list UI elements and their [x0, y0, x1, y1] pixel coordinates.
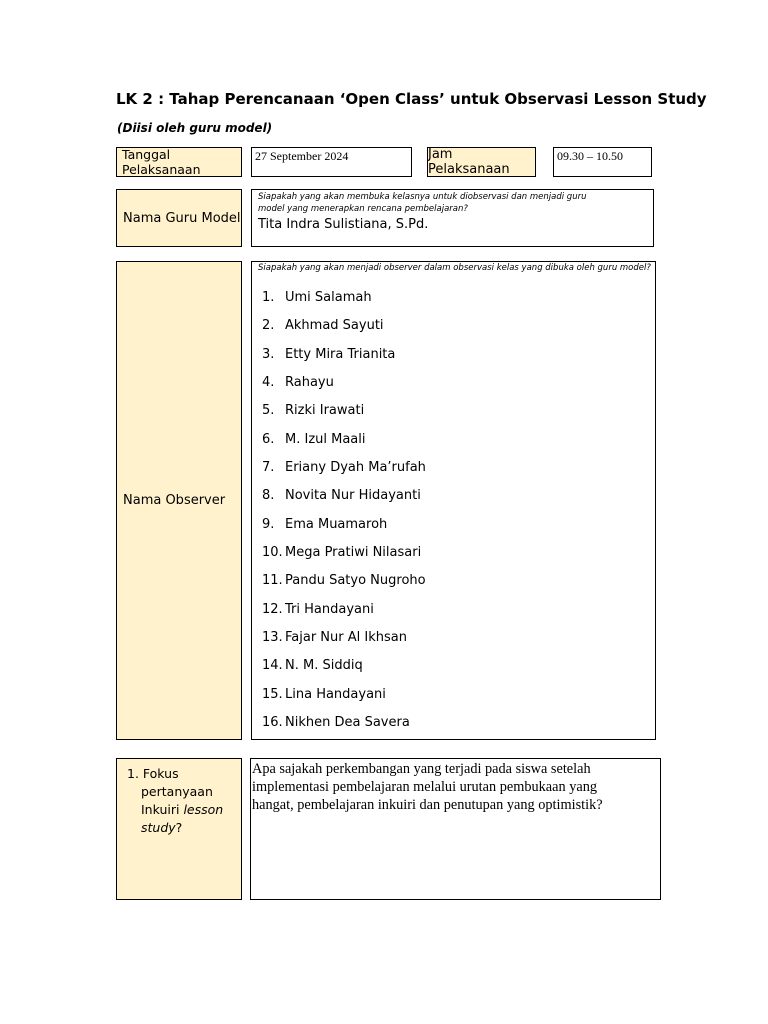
observer-hint: Siapakah yang akan menjadi observer dalam observasi kelas yang dibuka oleh guru model? [258, 263, 651, 273]
jam-field[interactable] [553, 147, 652, 177]
observer-item-number: 10. [262, 545, 283, 561]
observer-label-text: Nama Observer [123, 493, 226, 508]
observer-item-name: M. Izul Maali [285, 431, 366, 447]
fokus-label [116, 758, 242, 900]
guru-model-hint-line2: model yang menerapkan rencana pembelajaran? [258, 204, 468, 214]
guru-model-value: Tita Indra Sulistiana, S.Pd. [258, 217, 429, 232]
observer-item-name: Mega Pratiwi Nilasari [285, 545, 422, 561]
tanggal-label-text: Tanggal Pelaksanaan [122, 147, 201, 177]
observer-item [262, 284, 426, 312]
guru-model-label [116, 189, 242, 247]
observer-item-name: Rahayu [285, 375, 334, 391]
observer-item-name: Rizki Irawati [285, 403, 365, 419]
observer-item-number: 9. [262, 516, 275, 532]
jam-label [427, 147, 536, 177]
fokus-value [252, 760, 603, 814]
observer-item-number: 8. [262, 488, 275, 504]
observer-item [262, 567, 426, 595]
fokus-label-line1: 1. Fokus [127, 766, 179, 781]
observer-item-name: N. M. Siddiq [285, 658, 363, 674]
observer-item-number: 3. [262, 346, 275, 362]
document-title: LK 2 : Tahap Perencanaan ‘Open Class’ untuk Observasi Lesson Study [116, 90, 707, 108]
observer-item [262, 511, 426, 539]
observer-item-name: Pandu Satyo Nugroho [285, 573, 426, 589]
tanggal-label [116, 147, 242, 177]
guru-model-field[interactable] [251, 189, 654, 247]
observer-label [116, 261, 242, 740]
observer-item [262, 482, 426, 510]
fokus-label-line3-b: lesson [183, 802, 224, 817]
observer-item-name: Fajar Nur Al Ikhsan [285, 630, 407, 646]
fokus-value-line3: hangat, pembelajaran inkuiri dan penutupan yang optimistik? [252, 797, 603, 813]
observer-item [262, 426, 426, 454]
fokus-field[interactable] [250, 758, 661, 900]
fokus-label-line4-a: study [141, 820, 176, 835]
guru-model-hint [258, 191, 586, 215]
observer-item [262, 652, 426, 680]
observer-item-name: Tri Handayani [285, 601, 374, 617]
observer-item [262, 312, 426, 340]
observer-item [262, 397, 426, 425]
fokus-label-line4-b: ? [175, 820, 183, 835]
fokus-label-line3-a: Inkuiri [141, 802, 184, 817]
guru-model-hint-line1: Siapakah yang akan membuka kelasnya untuk diobservasi dan menjadi guru [258, 192, 587, 202]
observer-item [262, 539, 426, 567]
observer-item-name: Novita Nur Hidayanti [285, 488, 421, 504]
tanggal-value: 27 September 2024 [255, 149, 349, 163]
observer-item-name: Akhmad Sayuti [285, 318, 384, 334]
observer-item-number: 7. [262, 460, 275, 476]
fokus-value-line1: Apa sajakah perkembangan yang terjadi pada siswa setelah [252, 761, 591, 777]
observer-item-name: Etty Mira Trianita [285, 346, 396, 362]
observer-item-name: Nikhen Dea Savera [285, 715, 410, 731]
observer-item-name: Lina Handayani [285, 686, 386, 702]
observer-item-number: 16. [262, 715, 283, 731]
observer-item-number: 12. [262, 601, 283, 617]
observer-list [262, 284, 426, 738]
observer-item-number: 13. [262, 630, 283, 646]
observer-item-name: Eriany Dyah Ma’rufah [285, 460, 426, 476]
observer-item [262, 596, 426, 624]
tanggal-field[interactable] [251, 147, 412, 177]
observer-item [262, 454, 426, 482]
observer-item-name: Umi Salamah [285, 290, 372, 305]
observer-item [262, 369, 426, 397]
observer-item-number: 1. [262, 290, 275, 305]
observer-item-name: Ema Muamaroh [285, 516, 388, 532]
fokus-label-line3 [127, 801, 241, 819]
guru-model-label-text: Nama Guru Model [123, 210, 241, 226]
document-subtitle: (Diisi oleh guru model) [117, 121, 273, 135]
observer-item-number: 4. [262, 375, 275, 391]
observer-item [262, 624, 426, 652]
observer-item-number: 14. [262, 658, 283, 674]
observer-item-number: 15. [262, 686, 283, 702]
observer-item-number: 5. [262, 403, 275, 419]
jam-value: 09.30 – 10.50 [557, 149, 623, 163]
observer-item [262, 681, 426, 709]
observer-item-number: 6. [262, 431, 275, 447]
jam-label-text: Jam Pelaksanaan [428, 147, 510, 177]
observer-item-number: 2. [262, 318, 275, 334]
fokus-value-line2: implementasi pembelajaran melalui urutan pembukaan yang [252, 779, 597, 795]
fokus-label-line4 [127, 819, 241, 837]
observer-item [262, 341, 426, 369]
fokus-label-line2: pertanyaan [141, 784, 213, 799]
observer-field[interactable] [251, 261, 656, 740]
observer-item [262, 709, 426, 737]
observer-item-number: 11. [262, 573, 283, 589]
